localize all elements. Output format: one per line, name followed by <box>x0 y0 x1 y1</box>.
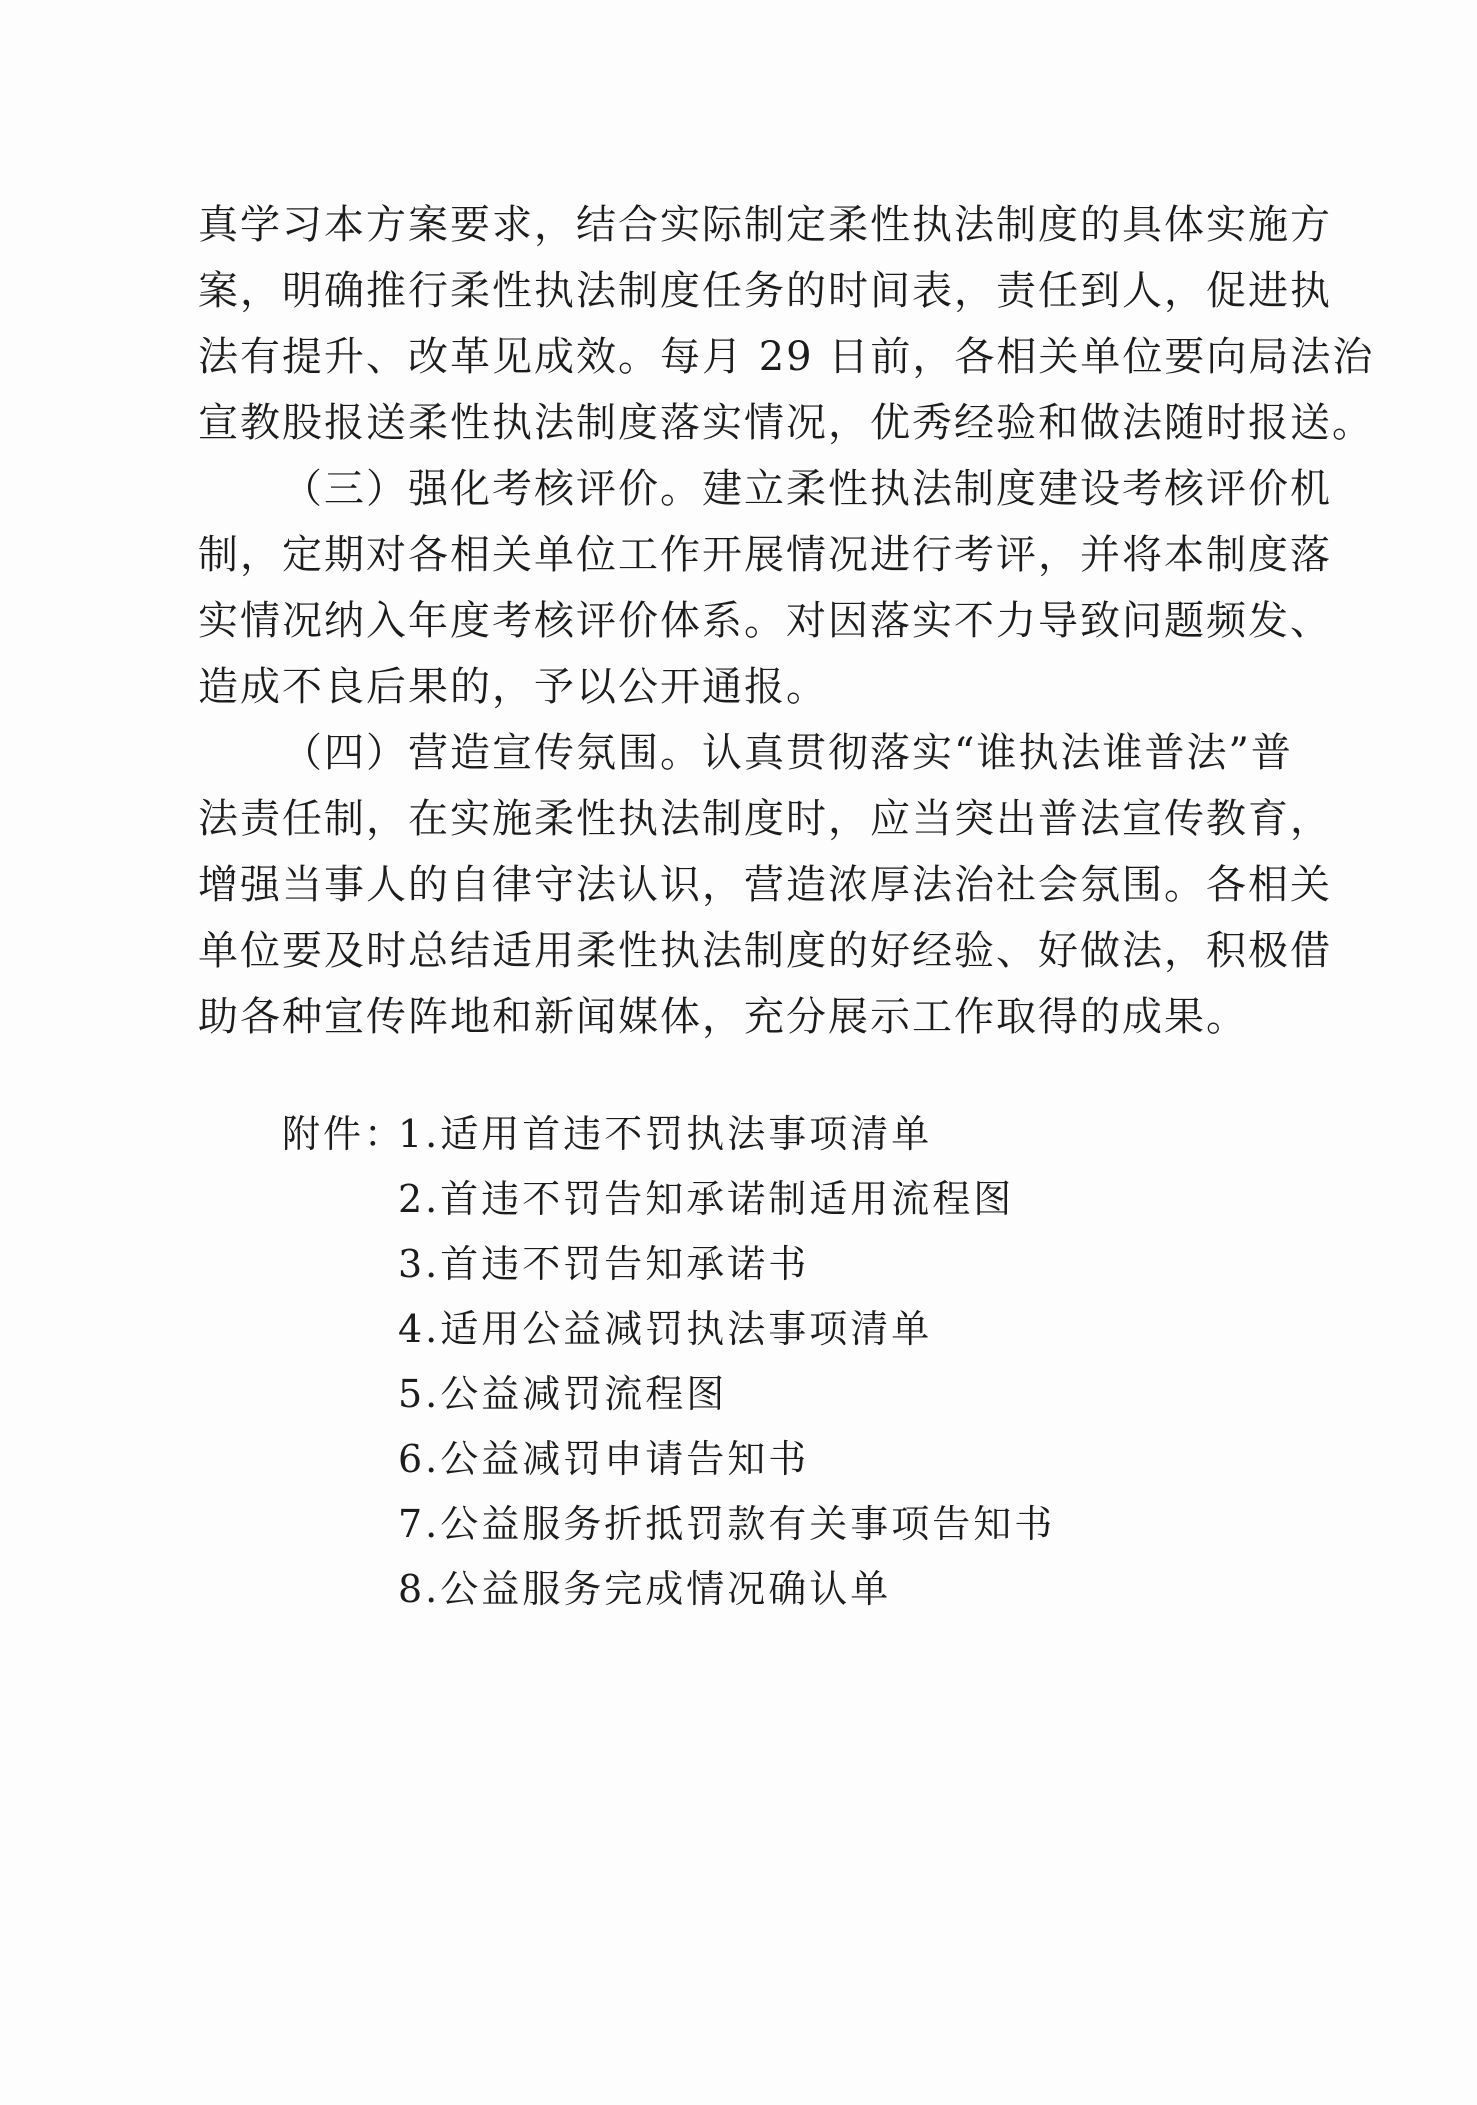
attachment-row <box>282 1297 1182 1362</box>
attachment-row <box>282 1232 1182 1297</box>
paragraph-3-line-2: 法责任制，在实施柔性执法制度时，应当突出普法宣传教育， <box>198 796 1332 842</box>
paragraph-2-line-1: （三）强化考核评价。建立柔性执法制度建设考核评价机 <box>282 466 1332 512</box>
attachment-item-1: 1.适用首违不罚执法事项清单 <box>398 1112 933 1156</box>
attachment-item-7: 7.公益服务折抵罚款有关事项告知书 <box>398 1502 1056 1546</box>
paragraph-2-line-2: 制，定期对各相关单位工作开展情况进行考评，并将本制度落 <box>198 532 1332 578</box>
attachment-list <box>282 1102 1182 1622</box>
paragraph-3-line-3: 增强当事人的自律守法认识，营造浓厚法治社会氛围。各相关 <box>198 862 1332 908</box>
body-text <box>198 192 1375 1050</box>
attachment-row <box>282 1557 1182 1622</box>
paragraph-1-line-2: 案，明确推行柔性执法制度任务的时间表，责任到人，促进执 <box>198 268 1332 314</box>
attachment-item-4: 4.适用公益减罚执法事项清单 <box>398 1307 933 1351</box>
attachment-item-8: 8.公益服务完成情况确认单 <box>398 1567 892 1611</box>
paragraph-1-line-1: 真学习本方案要求，结合实际制定柔性执法制度的具体实施方 <box>198 202 1332 248</box>
attachment-item-2: 2.首违不罚告知承诺制适用流程图 <box>398 1177 1015 1221</box>
attachment-label: 附件： <box>282 1112 406 1156</box>
attachment-item-3: 3.首违不罚告知承诺书 <box>398 1242 810 1286</box>
paragraph-2-line-4: 造成不良后果的，予以公开通报。 <box>198 664 828 710</box>
paragraph-3-line-5: 助各种宣传阵地和新闻媒体，充分展示工作取得的成果。 <box>198 994 1248 1040</box>
attachment-row <box>282 1102 1182 1167</box>
paragraph-3-line-1: （四）营造宣传氛围。认真贯彻落实“谁执法谁普法”普 <box>282 730 1293 776</box>
attachment-row <box>282 1492 1182 1557</box>
paragraph-2-line-3: 实情况纳入年度考核评价体系。对因落实不力导致问题频发、 <box>198 598 1332 644</box>
paragraph-1-line-3: 法有提升、改革见成效。每月 29 日前，各相关单位要向局法治 <box>198 334 1375 380</box>
attachment-row <box>282 1427 1182 1492</box>
attachment-row <box>282 1167 1182 1232</box>
paragraph-1-line-4: 宣教股报送柔性执法制度落实情况，优秀经验和做法随时报送。 <box>198 400 1374 446</box>
attachment-row <box>282 1362 1182 1427</box>
attachment-item-6: 6.公益减罚申请告知书 <box>398 1437 810 1481</box>
attachment-item-5: 5.公益减罚流程图 <box>398 1372 728 1416</box>
paragraph-3-line-4: 单位要及时总结适用柔性执法制度的好经验、好做法，积极借 <box>198 928 1332 974</box>
